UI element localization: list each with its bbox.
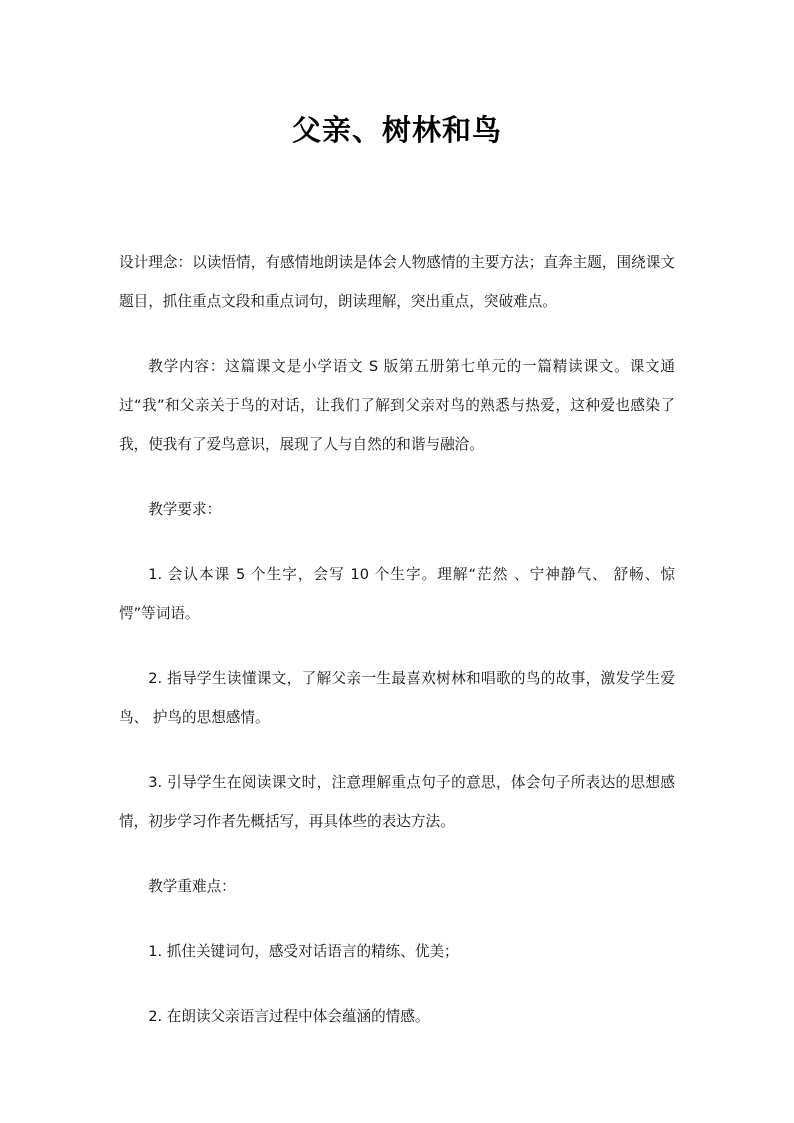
paragraph-design-concept: 设计理念：以读悟情，有感情地朗读是体会人物感情的主要方法；直奔主题，围绕课文题目，抓住重点文段和重点词句，朗读理解，突出重点，突破难点。 xyxy=(119,254,675,310)
requirement-item-1: 1. 会认本课 5 个生字，会写 10 个生字。理解“茫然 、宁神静气、 舒畅、惊愕”等词语。 xyxy=(119,566,675,622)
document-title: 父亲、树林和鸟 xyxy=(291,113,502,147)
difficulty-item-1: 1. 抓住关键词句，感受对话语言的精练、优美； xyxy=(148,943,459,960)
paragraph-teaching-content: 教学内容：这篇课文是小学语文 S 版第五册第七单元的一篇精读课文。课文通过“我”和父亲关于鸟的对话，让我们了解到父亲对鸟的熟悉与热爱，这种爱也感染了我，使我有了爱鸟意识，展现了人与自然的和谐与融洽。 xyxy=(119,358,675,453)
heading-teaching-requirements: 教学要求： xyxy=(148,501,222,518)
difficulty-item-2: 2. 在朗读父亲语言过程中体会蕴涵的情感。 xyxy=(148,1008,430,1025)
requirement-item-2: 2. 指导学生读懂课文，了解父亲一生最喜欢树林和唱歌的鸟的故事，激发学生爱鸟、 护鸟的思想感情。 xyxy=(119,670,675,726)
document-body xyxy=(119,243,675,1062)
requirement-item-3: 3. 引导学生在阅读课文时，注意理解重点句子的意思，体会句子所表达的思想感情，初步学习作者先概括写，再具体些的表达方法。 xyxy=(119,774,675,830)
heading-key-difficulties: 教学重难点： xyxy=(148,878,236,895)
